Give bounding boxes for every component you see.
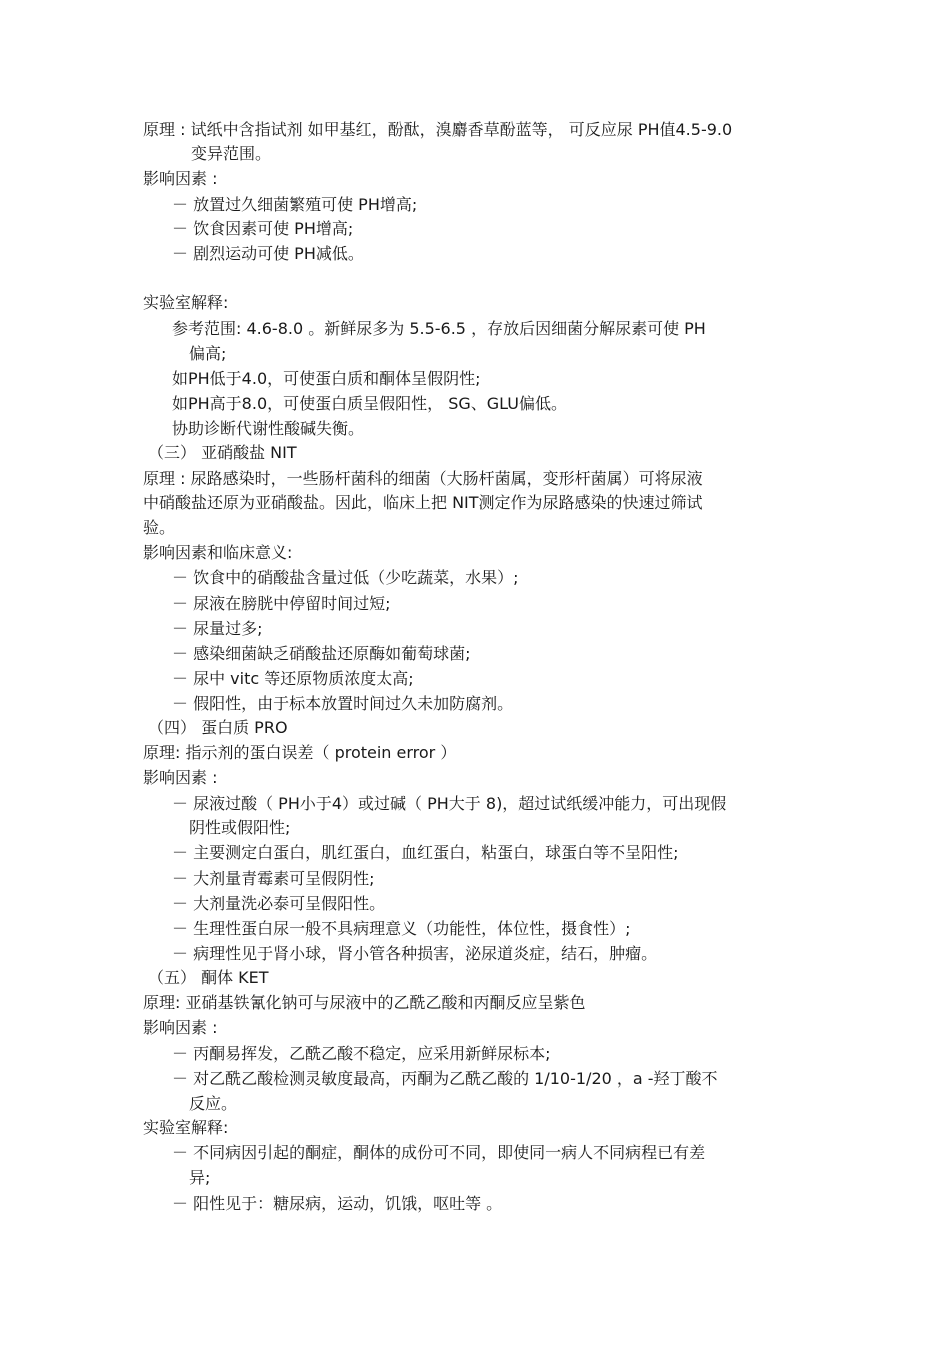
text-line: 阴性或假阳性; bbox=[189, 818, 291, 837]
list-item: － 对乙酰乙酸检测灵敏度最高，丙酮为乙酰乙酸的 1/10-1/20 ，a -羟丁酸不 bbox=[172, 1069, 718, 1088]
text-line: 协助诊断代谢性酸碱失衡。 bbox=[172, 419, 365, 438]
list-item: － 大剂量洗必泰可呈假阳性。 bbox=[172, 894, 386, 913]
text-line: 验。 bbox=[143, 518, 176, 537]
list-item: － 主要测定白蛋白，肌红蛋白，血红蛋白，粘蛋白，球蛋白等不呈阳性; bbox=[172, 843, 679, 862]
list-item: － 阳性见于：糖尿病，运动，饥饿，呕吐等 。 bbox=[172, 1194, 503, 1213]
list-item: － 假阳性，由于标本放置时间过久未加防腐剂。 bbox=[172, 694, 514, 713]
list-item: － 尿液过酸（ PH小于4）或过碱（ PH大于 8)，超过试纸缓冲能力，可出现假 bbox=[172, 794, 727, 813]
list-item: － 感染细菌缺乏硝酸盐还原酶如葡萄球菌; bbox=[172, 644, 471, 663]
text-line: 影响因素 : bbox=[143, 768, 218, 787]
text-line: 偏高; bbox=[189, 344, 227, 363]
text-line: 原理: 亚硝基铁氰化钠可与尿液中的乙酰乙酸和丙酮反应呈紫色 bbox=[143, 993, 586, 1012]
list-item: － 放置过久细菌繁殖可使 PH增高; bbox=[172, 195, 418, 214]
list-item: － 大剂量青霉素可呈假阴性; bbox=[172, 869, 375, 888]
section-heading: 实验室解释: bbox=[143, 293, 229, 312]
list-item: － 尿液在膀胱中停留时间过短; bbox=[172, 594, 391, 613]
list-item: － 丙酮易挥发，乙酰乙酸不稳定，应采用新鲜尿标本; bbox=[172, 1044, 551, 1063]
list-item: － 病理性见于肾小球，肾小管各种损害，泌尿道炎症，结石，肿瘤。 bbox=[172, 944, 658, 963]
list-item: － 生理性蛋白尿一般不具病理意义（功能性，体位性，摄食性）; bbox=[172, 919, 631, 938]
section-heading: （五） 酮体 KET bbox=[148, 968, 269, 987]
list-item: － 剧烈运动可使 PH减低。 bbox=[172, 244, 364, 263]
text-line: 异; bbox=[189, 1168, 211, 1187]
text-line: 原理 : 试纸中含指试剂 如甲基红，酚酞，溴麝香草酚蓝等， 可反应尿 PH值4.5-9.0 bbox=[143, 120, 733, 139]
section-heading: 实验室解释: bbox=[143, 1118, 229, 1137]
text-line: 影响因素和临床意义: bbox=[143, 543, 293, 562]
text-line: 参考范围: 4.6-8.0 。新鲜尿多为 5.5-6.5 ，存放后因细菌分解尿素可使 PH bbox=[172, 319, 706, 338]
list-item: － 饮食因素可使 PH增高; bbox=[172, 219, 354, 238]
text-line: 影响因素 : bbox=[143, 169, 218, 188]
list-item: － 尿中 vitc 等还原物质浓度太高; bbox=[172, 669, 414, 688]
text-line: 变异范围。 bbox=[191, 144, 272, 163]
text-line: 影响因素 : bbox=[143, 1018, 218, 1037]
text-line: 原理 : 尿路感染时，一些肠杆菌科的细菌（大肠杆菌属，变形杆菌属）可将尿液 bbox=[143, 469, 703, 488]
text-line: 中硝酸盐还原为亚硝酸盐。因此，临床上把 NIT测定作为尿路感染的快速过筛试 bbox=[143, 493, 703, 512]
section-heading: （四） 蛋白质 PRO bbox=[148, 718, 288, 737]
text-line: 如PH低于4.0，可使蛋白质和酮体呈假阴性; bbox=[172, 369, 481, 388]
list-item: － 饮食中的硝酸盐含量过低（少吃蔬菜，水果）; bbox=[172, 568, 519, 587]
list-item: － 不同病因引起的酮症，酮体的成份可不同，即使同一病人不同病程已有差 bbox=[172, 1143, 706, 1162]
text-line: 如PH高于8.0，可使蛋白质呈假阳性， SG、GLU偏低。 bbox=[172, 394, 567, 413]
text-line: 原理: 指示剂的蛋白误差（ protein error ） bbox=[143, 743, 457, 762]
text-line: 反应。 bbox=[189, 1094, 238, 1113]
section-heading: （三） 亚硝酸盐 NIT bbox=[148, 443, 297, 462]
list-item: － 尿量过多; bbox=[172, 619, 263, 638]
